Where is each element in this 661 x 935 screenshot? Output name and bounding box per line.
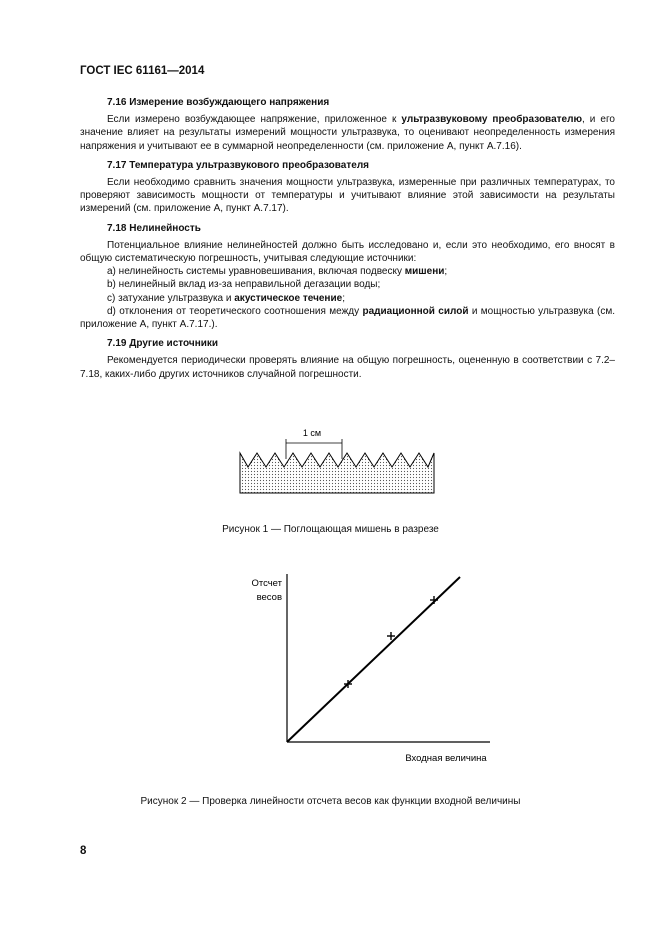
figure-1-target-cross-section bbox=[238, 425, 438, 502]
section-7-16-paragraph: Если измерено возбуждающее напряжение, приложенное к ультразвуковому преобразователю, и его значение влияет на результаты измерений мощности ультразвука, то оценивают неопределенность измерения напряжения и учитывают ее в суммарной неопределенности (см. приложение А, пункт А.7.16). bbox=[80, 114, 615, 152]
figure-1-caption: Рисунок 1 — Поглощающая мишень в разрезе bbox=[222, 524, 439, 535]
document-header: ГОСТ IEC 61161—2014 bbox=[80, 65, 205, 77]
y-axis-label-line-1: Отсчет bbox=[251, 578, 282, 589]
list-item-a: а) нелинейность системы уравновешивания, включая подвеску мишени; bbox=[107, 266, 448, 278]
list-item-b: b) нелинейный вклад из-за неправильной дегазации воды; bbox=[107, 279, 381, 291]
figure-2-caption: Рисунок 2 — Проверка линейности отсчета весов как функции входной величины bbox=[140, 796, 521, 807]
x-axis-label: Входная величина bbox=[405, 753, 487, 764]
y-axis-label-line-2: весов bbox=[256, 592, 282, 603]
section-7-17-paragraph: Если необходимо сравнить значения мощности ультразвука, измеренные при различных температурах, то проверяют зависимость мощности от температуры и учитывают влияние этой зависимости на результаты измерений (см. приложение А, пункт А.7.17). bbox=[80, 177, 615, 215]
data-point-3 bbox=[430, 596, 438, 604]
section-7-19-paragraph: Рекомендуется периодически проверять влияние на общую погрешность, оцененную в соответствии с 7.2–7.18, каких-либо других источников случайной погрешности. bbox=[80, 355, 615, 380]
section-7-18-title: 7.18 Нелинейность bbox=[107, 222, 201, 234]
section-7-18-paragraph: Потенциальное влияние нелинейностей должно быть исследовано и, если это необходимо, его вносят в общую систематическую погрешность, учитывая следующие источники: bbox=[80, 239, 615, 265]
section-7-17-title: 7.17 Температура ультразвукового преобразователя bbox=[107, 159, 370, 171]
target-body bbox=[240, 453, 434, 493]
main-text bbox=[80, 90, 615, 381]
list-item-c: c) затухание ультразвука и акустическое течение; bbox=[107, 292, 345, 304]
figure-2-linearity-plot bbox=[240, 570, 500, 775]
scale-label: 1 см bbox=[302, 428, 322, 438]
page-number: 8 bbox=[80, 845, 87, 857]
section-7-16-title: 7.16 Измерение возбуждающего напряжения bbox=[107, 97, 330, 108]
list-item-d: d) отклонения от теоретического соотношения между радиационной силой и мощностью ультразвука (см. приложение А, пункт А.7.17.). bbox=[80, 305, 615, 331]
section-7-19-title: 7.19 Другие источники bbox=[107, 338, 219, 350]
